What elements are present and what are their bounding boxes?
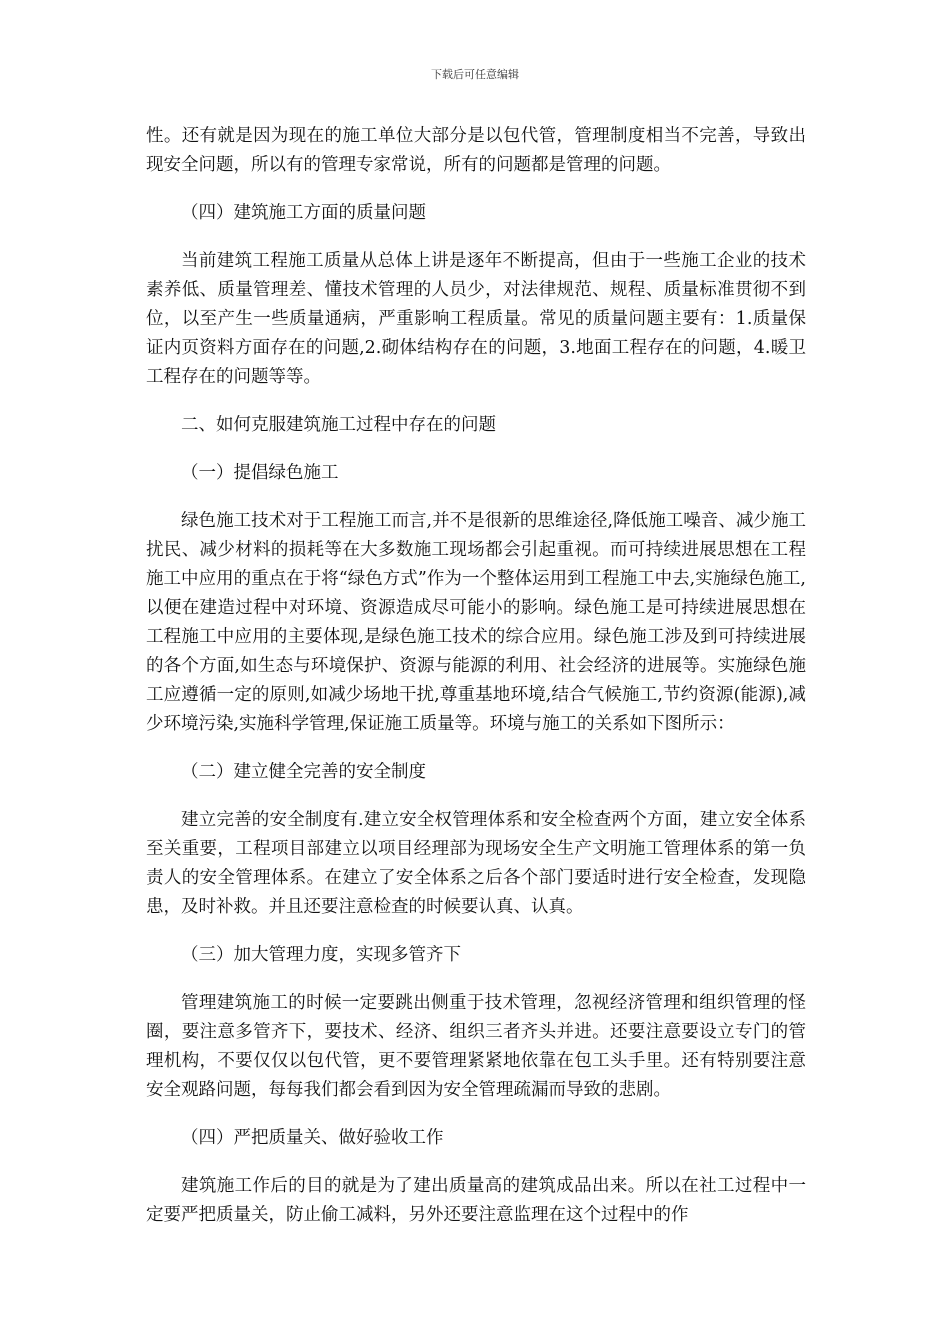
- section-heading: （四）严把质量关、做好验收工作: [181, 1128, 444, 1148]
- section-heading: （三）加大管理力度，实现多管齐下: [181, 945, 461, 965]
- section-heading: （二）建立健全完善的安全制度: [181, 762, 426, 782]
- paragraph: 当前建筑工程施工质量从总体上讲是逐年不断提高，但由于一些施工企业的技术素养低、质量管理差、懂技术管理的人员少，对法律规范、规程、质量标准贯彻不到位，以至产生一些质量通病，严重影响工程质量。常见的质量问题主要有：1.质量保证内页资料方面存在的问题,2.砌体结构存在的问题，3.地面工程存在的问题，4.暖卫工程存在的问题等等。: [146, 251, 806, 387]
- document-body: [146, 122, 806, 1249]
- paragraph-continued: 性。还有就是因为现在的施工单位大部分是以包代管，管理制度相当不完善，导致出现安全问题，所以有的管理专家常说，所有的问题都是管理的问题。: [146, 126, 806, 175]
- paragraph: 建筑施工作后的目的就是为了建出质量高的建筑成品出来。所以在社工过程中一定要严把质量关，防止偷工减料，另外还要注意监理在这个过程中的作: [146, 1176, 806, 1225]
- section-heading: （四）建筑施工方面的质量问题: [181, 203, 426, 223]
- paragraph: 建立完善的安全制度有.建立安全权管理体系和安全检查两个方面，建立安全体系至关重要，工程项目部建立以项目经理部为现场安全生产文明施工管理体系的第一负责人的安全管理体系。在建立了安全体系之后各个部门要适时进行安全检查，发现隐患，及时补救。并且还要注意检查的时候要认真、认真。: [146, 810, 806, 917]
- section-heading: 二、如何克服建筑施工过程中存在的问题: [181, 415, 496, 435]
- paragraph: 管理建筑施工的时候一定要跳出侧重于技术管理，忽视经济管理和组织管理的怪圈，要注意多管齐下，要技术、经济、组织三者齐头并进。还要注意要设立专门的管理机构，不要仅仅以包代管，更不要管理紧紧地依靠在包工头手里。还有特别要注意安全观路问题，每每我们都会看到因为安全管理疏漏而导致的悲剧。: [146, 993, 806, 1100]
- page-header: 下载后可任意编辑: [431, 68, 519, 81]
- paragraph: 绿色施工技术对于工程施工而言,并不是很新的思维途径,降低施工噪音、减少施工扰民、减少材料的损耗等在大多数施工现场都会引起重视。而可持续进展思想在工程施工中应用的重点在于将“绿色方式”作为一个整体运用到工程施工中去,实施绿色施工,以便在建造过程中对环境、资源造成尽可能小的影响。绿色施工是可持续进展思想在工程施工中应用的主要体现,是绿色施工技术的综合应用。绿色施工涉及到可持续进展的各个方面,如生态与环境保护、资源与能源的利用、社会经济的进展等。实施绿色施工应遵循一定的原则,如减少场地干扰,尊重基地环境,结合气候施工,节约资源(能源),减少环境污染,实施科学管理,保证施工质量等。环境与施工的关系如下图所示：: [146, 511, 806, 734]
- section-heading: （一）提倡绿色施工: [181, 463, 339, 483]
